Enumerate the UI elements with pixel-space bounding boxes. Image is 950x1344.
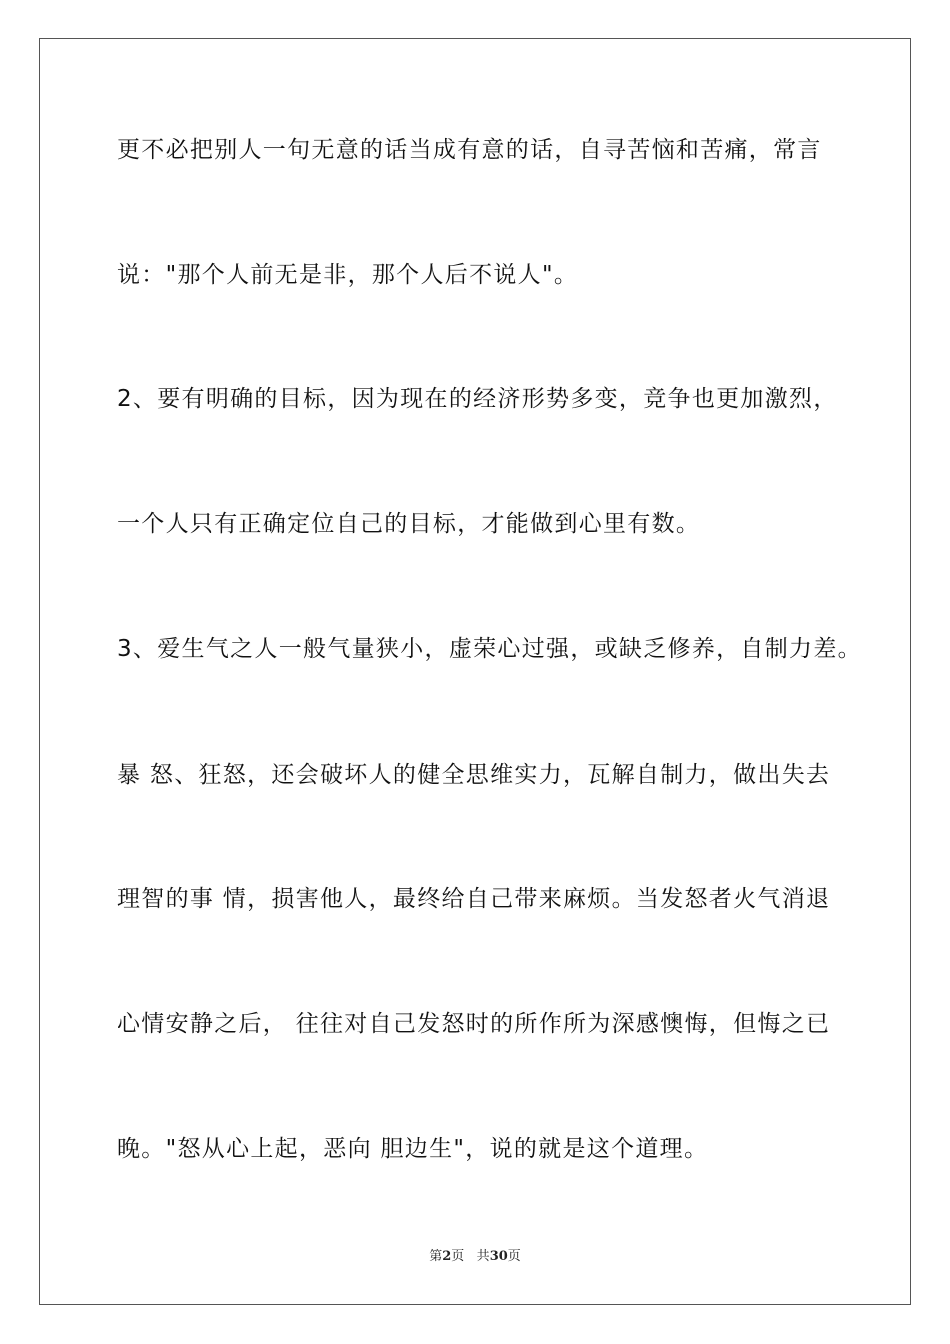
text-line-3: 2、要有明确的目标，因为现在的经济形势多变，竞争也更加激烈， [117,386,838,412]
text-line-6: 暴 怒、狂怒，还会破坏人的健全思维实力，瓦解自制力，做出失去 [117,762,831,788]
text-line-8: 心情安静之后， 往往对自己发怒时的所作所为深感懊悔，但悔之已 [117,1011,831,1037]
text-line-5: 3、爱生气之人一般气量狭小，虚荣心过强，或缺乏修养，自制力差。 [117,636,862,662]
text-line-2: 说："那个人前无是非，那个人后不说人"。 [117,262,579,288]
total-pages: 30 [489,1249,508,1264]
page-number: 2 [442,1249,452,1264]
page-suffix: 页 [451,1249,465,1264]
page-prefix: 第 [429,1249,443,1264]
page-footer [0,1245,950,1264]
total-suffix: 页 [507,1249,521,1264]
text-line-7: 理智的事 情，损害他人，最终给自己带来麻烦。当发怒者火气消退 [117,886,831,912]
text-line-4: 一个人只有正确定位自己的目标，才能做到心里有数。 [117,511,701,537]
text-line-9: 晚。"怒从心上起，恶向 胆边生"，说的就是这个道理。 [117,1136,709,1162]
total-prefix: 共 [476,1249,490,1264]
text-line-1: 更不必把别人一句无意的话当成有意的话，自寻苦恼和苦痛，常言 [117,137,822,163]
page-border [39,38,911,1305]
